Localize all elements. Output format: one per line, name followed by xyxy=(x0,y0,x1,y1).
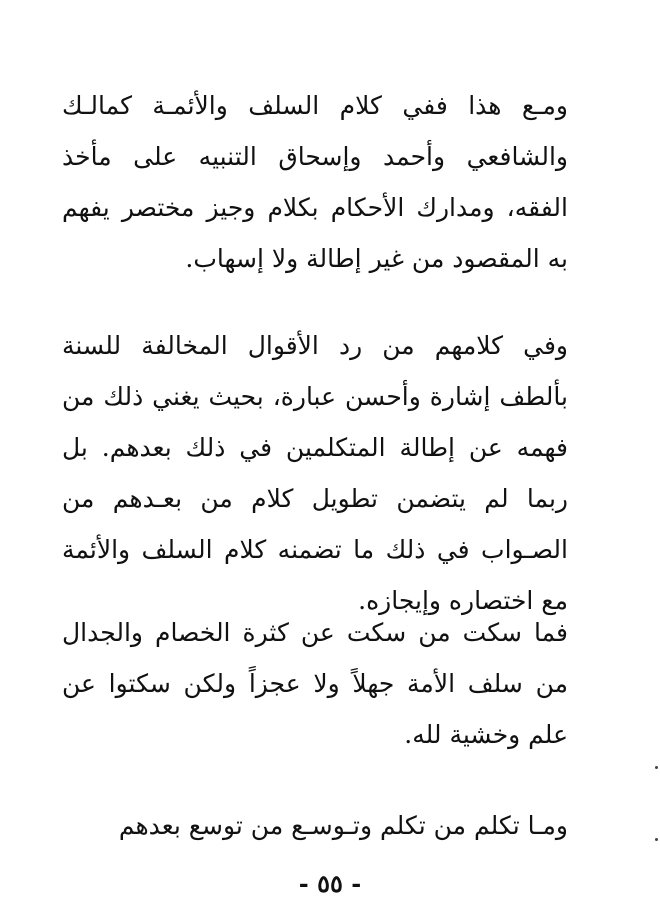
paragraph-1: ومـع هذا ففي كلام السلف والأئمـة كمالـك والشافعي وأحمد وإسحاق التنبيه على مأخذ الفقه، ومدارك الأحكام بكلام وجيز مختصر يفهم به المقصود من غير إطالة ولا إسهاب. xyxy=(62,91,568,273)
paragraph-4: ومـا تكلم من تكلم وتـوسـع من توسع بعدهم xyxy=(118,811,568,840)
paragraph-2: وفي كلامهم من رد الأقوال المخالفة للسنة بألطف إشارة وأحسن عبارة، بحيث يغني ذلك من فهمه عن إطالة المتكلمين في ذلك بعدهم. بل ربما لم يتضمن تطويل كلام من بعـدهم من الصـواب في ذلك ما تضمنه كلام السلف والأئمة مع اختصاره وإيجازه. xyxy=(62,331,568,615)
paragraph-3: فما سكت من سكت عن كثرة الخصام والجدال من سلف الأمة جهلاً ولا عجزاً ولكن سكتوا عن علم وخشية لله. xyxy=(62,618,568,749)
page-number: - ٥٥ - xyxy=(298,869,362,898)
margin-dot xyxy=(655,838,658,841)
margin-dot xyxy=(655,766,658,769)
